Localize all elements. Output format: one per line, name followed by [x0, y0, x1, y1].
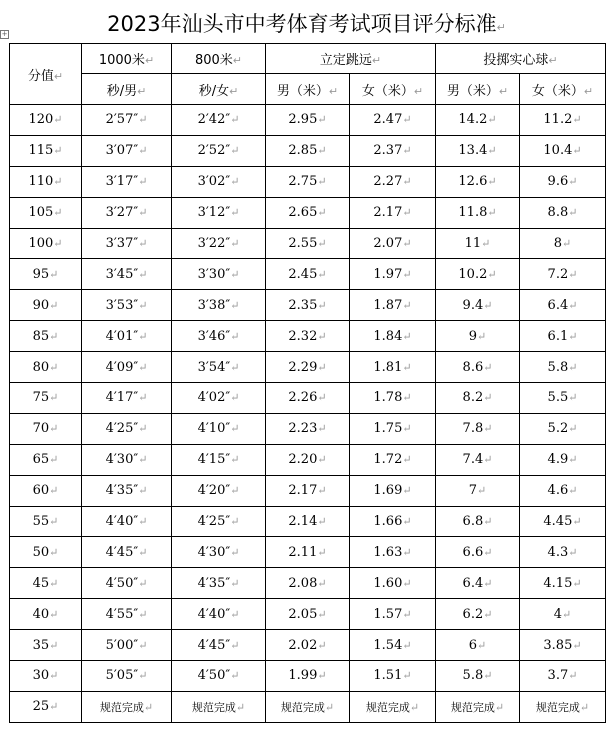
- cell-ball-female: 7.2↵: [520, 259, 606, 290]
- cell-ball-male: 规范完成↵: [436, 691, 520, 722]
- header-row-top: [10, 44, 606, 74]
- cell-jump-female: 1.81↵: [350, 352, 436, 383]
- cell-score: 55↵: [10, 506, 82, 537]
- cell-ball-male: 11↵: [436, 228, 520, 259]
- cell-jump-female: 1.69↵: [350, 475, 436, 506]
- cell-run-1000-male: 4′55″↵: [82, 599, 172, 630]
- cell-jump-female: 2.27↵: [350, 166, 436, 197]
- cell-score: 100↵: [10, 228, 82, 259]
- cell-score: 105↵: [10, 197, 82, 228]
- cell-ball-female: 4.6↵: [520, 475, 606, 506]
- title-text: 2023年汕头市中考体育考试项目评分标准: [107, 12, 497, 36]
- cell-run-800-female: 3′38″↵: [172, 290, 266, 321]
- header-run-800-unit: 秒/女↵: [172, 74, 266, 105]
- cell-ball-male: 14.2↵: [436, 105, 520, 136]
- cell-ball-female: 4.9↵: [520, 444, 606, 475]
- cell-score: 110↵: [10, 166, 82, 197]
- cell-jump-female: 1.84↵: [350, 321, 436, 352]
- cell-jump-female: 1.54↵: [350, 630, 436, 661]
- table-row: [10, 383, 606, 414]
- cell-ball-female: 5.5↵: [520, 383, 606, 414]
- cell-jump-male: 2.32↵: [266, 321, 350, 352]
- cell-jump-female: 1.51↵: [350, 661, 436, 692]
- table-row: [10, 599, 606, 630]
- table-body: [10, 105, 606, 723]
- table-row: [10, 444, 606, 475]
- header-run-800: 800米↵: [172, 44, 266, 74]
- cell-jump-male: 2.02↵: [266, 630, 350, 661]
- cell-score: 70↵: [10, 413, 82, 444]
- cell-run-800-female: 4′50″↵: [172, 661, 266, 692]
- table-row: [10, 475, 606, 506]
- cell-jump-female: 1.57↵: [350, 599, 436, 630]
- table-row: [10, 568, 606, 599]
- cell-run-800-female: 3′30″↵: [172, 259, 266, 290]
- cell-jump-female: 1.75↵: [350, 413, 436, 444]
- cell-run-800-female: 3′02″↵: [172, 166, 266, 197]
- cell-jump-female: 2.17↵: [350, 197, 436, 228]
- header-run-1000-unit: 秒/男↵: [82, 74, 172, 105]
- table-row: [10, 228, 606, 259]
- cell-run-800-female: 3′54″↵: [172, 352, 266, 383]
- cell-jump-male: 2.20↵: [266, 444, 350, 475]
- cell-jump-male: 2.75↵: [266, 166, 350, 197]
- cell-ball-male: 12.6↵: [436, 166, 520, 197]
- cell-jump-female: 1.63↵: [350, 537, 436, 568]
- table-row: [10, 290, 606, 321]
- table-row: [10, 661, 606, 692]
- cell-jump-female: 1.66↵: [350, 506, 436, 537]
- cell-ball-male: 11.8↵: [436, 197, 520, 228]
- cell-jump-male: 2.85↵: [266, 135, 350, 166]
- cell-ball-female: 6.1↵: [520, 321, 606, 352]
- cell-run-1000-male: 规范完成↵: [82, 691, 172, 722]
- cell-ball-female: 9.6↵: [520, 166, 606, 197]
- cell-ball-male: 7.8↵: [436, 413, 520, 444]
- header-run-1000: 1000米↵: [82, 44, 172, 74]
- cell-ball-male: 9↵: [436, 321, 520, 352]
- table-row: [10, 537, 606, 568]
- cell-run-800-female: 4′45″↵: [172, 630, 266, 661]
- cell-jump-female: 2.07↵: [350, 228, 436, 259]
- header-ball-throw: 投掷实心球↵: [436, 44, 606, 74]
- cell-jump-male: 2.26↵: [266, 383, 350, 414]
- cell-score: 120↵: [10, 105, 82, 136]
- header-jump-female: 女（米）↵: [350, 74, 436, 105]
- cell-ball-female: 4↵: [520, 599, 606, 630]
- table-row: [10, 352, 606, 383]
- cell-run-800-female: 2′52″↵: [172, 135, 266, 166]
- cell-ball-female: 4.15↵: [520, 568, 606, 599]
- table-row: [10, 413, 606, 444]
- cell-run-800-female: 4′35″↵: [172, 568, 266, 599]
- table-row: [10, 105, 606, 136]
- cell-jump-male: 2.11↵: [266, 537, 350, 568]
- cell-run-800-female: 4′25″↵: [172, 506, 266, 537]
- cell-score: 45↵: [10, 568, 82, 599]
- cell-ball-female: 3.85↵: [520, 630, 606, 661]
- cell-score: 75↵: [10, 383, 82, 414]
- score-table: [9, 43, 606, 723]
- cell-jump-male: 1.99↵: [266, 661, 350, 692]
- cell-ball-female: 5.2↵: [520, 413, 606, 444]
- cell-jump-female: 1.87↵: [350, 290, 436, 321]
- cell-run-1000-male: 3′07″↵: [82, 135, 172, 166]
- cell-run-1000-male: 4′45″↵: [82, 537, 172, 568]
- cell-run-1000-male: 4′35″↵: [82, 475, 172, 506]
- cell-ball-female: 6.4↵: [520, 290, 606, 321]
- table-row: [10, 321, 606, 352]
- cell-ball-male: 6.8↵: [436, 506, 520, 537]
- cell-jump-male: 2.95↵: [266, 105, 350, 136]
- cell-ball-female: 4.3↵: [520, 537, 606, 568]
- cell-ball-male: 6.4↵: [436, 568, 520, 599]
- cell-ball-male: 6.2↵: [436, 599, 520, 630]
- cell-run-1000-male: 3′27″↵: [82, 197, 172, 228]
- cell-jump-male: 2.35↵: [266, 290, 350, 321]
- cell-jump-male: 2.14↵: [266, 506, 350, 537]
- cell-ball-female: 11.2↵: [520, 105, 606, 136]
- cell-jump-male: 2.45↵: [266, 259, 350, 290]
- header-ball-female: 女（米）↵: [520, 74, 606, 105]
- cell-jump-male: 2.17↵: [266, 475, 350, 506]
- cell-ball-male: 8.2↵: [436, 383, 520, 414]
- cell-ball-female: 3.7↵: [520, 661, 606, 692]
- cell-score: 80↵: [10, 352, 82, 383]
- cell-run-1000-male: 3′17″↵: [82, 166, 172, 197]
- cell-jump-female: 1.60↵: [350, 568, 436, 599]
- cell-run-800-female: 4′10″↵: [172, 413, 266, 444]
- cell-run-800-female: 3′46″↵: [172, 321, 266, 352]
- cell-ball-male: 13.4↵: [436, 135, 520, 166]
- cell-score: 40↵: [10, 599, 82, 630]
- cell-jump-male: 2.65↵: [266, 197, 350, 228]
- cell-ball-female: 8.8↵: [520, 197, 606, 228]
- cell-run-800-female: 4′15″↵: [172, 444, 266, 475]
- cell-run-1000-male: 4′09″↵: [82, 352, 172, 383]
- cell-score: 95↵: [10, 259, 82, 290]
- cell-run-1000-male: 4′50″↵: [82, 568, 172, 599]
- cell-run-1000-male: 5′00″↵: [82, 630, 172, 661]
- cell-ball-male: 9.4↵: [436, 290, 520, 321]
- cell-jump-female: 1.72↵: [350, 444, 436, 475]
- table-row: [10, 197, 606, 228]
- table-row: [10, 135, 606, 166]
- cell-run-1000-male: 2′57″↵: [82, 105, 172, 136]
- cell-jump-male: 2.55↵: [266, 228, 350, 259]
- table-row: [10, 630, 606, 661]
- cell-run-800-female: 4′20″↵: [172, 475, 266, 506]
- cell-score: 30↵: [10, 661, 82, 692]
- header-standing-jump: 立定跳远↵: [266, 44, 436, 74]
- cell-run-1000-male: 4′17″↵: [82, 383, 172, 414]
- cell-run-800-female: 3′22″↵: [172, 228, 266, 259]
- cell-run-1000-male: 4′30″↵: [82, 444, 172, 475]
- cell-ball-male: 7.4↵: [436, 444, 520, 475]
- cell-run-1000-male: 4′40″↵: [82, 506, 172, 537]
- cell-ball-male: 5.8↵: [436, 661, 520, 692]
- table-row: [10, 691, 606, 722]
- cell-run-800-female: 3′12″↵: [172, 197, 266, 228]
- table-row: [10, 259, 606, 290]
- cell-run-800-female: 2′42″↵: [172, 105, 266, 136]
- table-row: [10, 506, 606, 537]
- cell-ball-male: 8.6↵: [436, 352, 520, 383]
- cell-jump-male: 2.23↵: [266, 413, 350, 444]
- document-title: [0, 8, 613, 38]
- cell-score: 90↵: [10, 290, 82, 321]
- cell-score: 25↵: [10, 691, 82, 722]
- cell-jump-female: 2.37↵: [350, 135, 436, 166]
- cell-jump-female: 1.97↵: [350, 259, 436, 290]
- cell-run-1000-male: 3′45″↵: [82, 259, 172, 290]
- paragraph-mark-icon: ↵: [496, 21, 506, 34]
- cell-run-1000-male: 3′53″↵: [82, 290, 172, 321]
- cell-score: 60↵: [10, 475, 82, 506]
- cell-score: 50↵: [10, 537, 82, 568]
- cell-score: 35↵: [10, 630, 82, 661]
- cell-ball-female: 8↵: [520, 228, 606, 259]
- header-jump-male: 男（米）↵: [266, 74, 350, 105]
- header-row-sub: [10, 74, 606, 105]
- cell-jump-male: 2.08↵: [266, 568, 350, 599]
- header-ball-male: 男（米）↵: [436, 74, 520, 105]
- cell-ball-male: 6.6↵: [436, 537, 520, 568]
- cell-ball-female: 10.4↵: [520, 135, 606, 166]
- cell-run-1000-male: 4′25″↵: [82, 413, 172, 444]
- cell-run-800-female: 4′30″↵: [172, 537, 266, 568]
- cell-ball-male: 6↵: [436, 630, 520, 661]
- cell-run-1000-male: 5′05″↵: [82, 661, 172, 692]
- cell-jump-male: 规范完成↵: [266, 691, 350, 722]
- cell-ball-female: 4.45↵: [520, 506, 606, 537]
- table-move-handle-icon[interactable]: +: [1, 30, 8, 38]
- cell-jump-female: 规范完成↵: [350, 691, 436, 722]
- cell-score: 65↵: [10, 444, 82, 475]
- cell-jump-female: 1.78↵: [350, 383, 436, 414]
- cell-run-1000-male: 4′01″↵: [82, 321, 172, 352]
- cell-ball-male: 7↵: [436, 475, 520, 506]
- cell-run-1000-male: 3′37″↵: [82, 228, 172, 259]
- cell-run-800-female: 4′40″↵: [172, 599, 266, 630]
- cell-ball-male: 10.2↵: [436, 259, 520, 290]
- cell-jump-female: 2.47↵: [350, 105, 436, 136]
- cell-ball-female: 5.8↵: [520, 352, 606, 383]
- header-score: 分值↵: [10, 44, 82, 105]
- cell-score: 85↵: [10, 321, 82, 352]
- cell-jump-male: 2.05↵: [266, 599, 350, 630]
- table-row: [10, 166, 606, 197]
- cell-run-800-female: 规范完成↵: [172, 691, 266, 722]
- cell-score: 115↵: [10, 135, 82, 166]
- cell-run-800-female: 4′02″↵: [172, 383, 266, 414]
- cell-jump-male: 2.29↵: [266, 352, 350, 383]
- cell-ball-female: 规范完成↵: [520, 691, 606, 722]
